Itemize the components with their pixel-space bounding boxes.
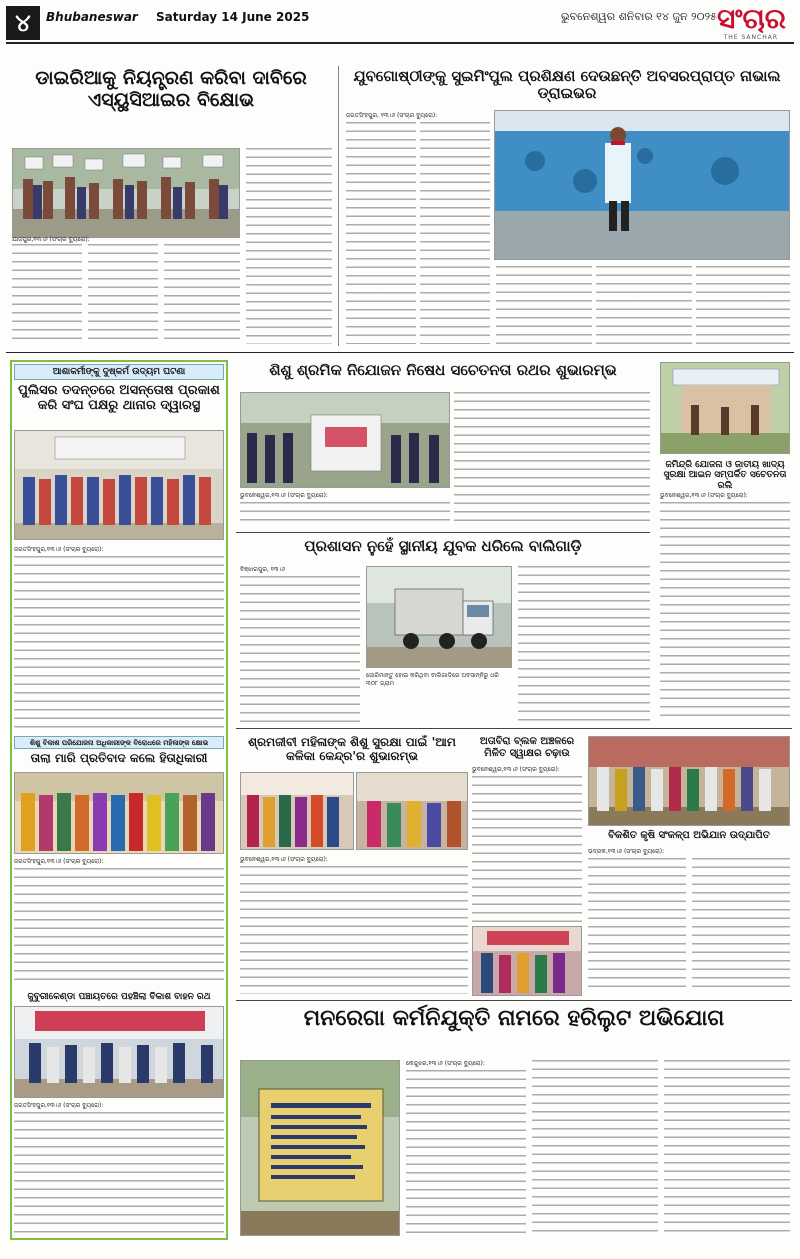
- story-11-photo: [14, 1006, 224, 1098]
- story-1-body-col4: [246, 148, 332, 344]
- story-9-photo: [472, 926, 582, 996]
- story-9-body: [472, 776, 582, 922]
- story-1-body-col3: [164, 244, 240, 344]
- story-8-photo-2: [356, 772, 468, 850]
- story-4-headline: ଶିଶୁ ଶ୍ରମିକ ନିଯୋଜନ ନିଷେଧ ସଚେତନତା ରଥର ଶୁଭାରମ୍ଭ: [269, 361, 617, 379]
- brand-subtitle: THE SANCHAR: [723, 34, 778, 41]
- story-6-dateline: ବିଞ୍ଝାରପୁର, ୧୩।୬: [240, 566, 285, 573]
- story-2-body-col4: [596, 266, 692, 344]
- story-11-headline-block: [14, 992, 224, 1002]
- story-2-dateline: ଜଗତସିଂହପୁର, ୧୩।୬ (ସଂଚାର ବ୍ୟୁରୋ):: [346, 112, 438, 119]
- story-10-body-col1: [588, 858, 686, 994]
- brand-logo: ସଂଚାର: [717, 2, 786, 35]
- story-2-headline: ଯୁବଗୋଷ୍ଠୀଙ୍କୁ ସୁଇମିଂପୁଲ ପ୍ରଶିକ୍ଷଣ ଦେଉଛନ୍ତି ଅବସରପ୍ରାପ୍ତ ନାଭାଲ ଡ୍ରାଇଭର: [353, 67, 781, 103]
- story-12-photo: [240, 1060, 400, 1236]
- story-8-photo-1: [240, 772, 354, 850]
- story-8-dateline: ଭୁବନେଶ୍ୱର,୧୩।୬ (ସଂଚାର ବ୍ୟୁରୋ):: [240, 856, 328, 863]
- story-7-kicker: ଶିଶୁ ବିକାଶ ପରିଯୋଜନା ଅଧିକାରୀଙ୍କ ବିରୋଧରେ ମହିଳାଙ୍କ କ୍ଷୋଭ: [14, 736, 224, 749]
- story-10-headline-block: [588, 830, 790, 842]
- section-divider: [6, 352, 794, 353]
- story-3-dateline: ଜଗତସିଂହପୁର,୧୩।୬ (ସଂଚାର ବ୍ୟୁରୋ):: [14, 546, 104, 553]
- story-divider-2: [236, 728, 792, 729]
- story-8-headline-block: [236, 736, 468, 764]
- story-6-photo-caption: ଜୋରିମାନ୍ତୁ ହୋଇ କରିଥିବା ବାଲିଗାଡ଼ିରେ ଅବସାନ୍ନିରୁ ଧରି ୩୦୮ ଗ୍ରାମ: [366, 672, 499, 687]
- story-8-headline: ଶ୍ରମଜୀବୀ ମହିଳାଙ୍କ ଶିଶୁ ସୁରକ୍ଷା ପାଇଁ 'ଆମ କଳିକା କେନ୍ଦ୍ର'ର ଶୁଭାରମ୍ଭ: [248, 735, 456, 763]
- story-6-headline: ପ୍ରଶାସନ ନୁହେଁ ସ୍ଥାନୀୟ ଯୁବକ ଧରିଲେ ବାଲିଗାଡ଼ି: [304, 537, 582, 555]
- date-odia: ଭୁବନେଶ୍ୱର ଶନିବାର ୧୪ ଜୁନ ୨୦୨୫: [561, 10, 717, 23]
- story-11-body: [14, 1112, 224, 1236]
- story-1-body-col2: [88, 244, 158, 344]
- story-divider: [236, 532, 650, 533]
- story-2-body-col3: [496, 266, 592, 344]
- story-12-body-col2: [532, 1060, 658, 1236]
- story-2-photo: [494, 110, 790, 260]
- story-2-body-col5: [696, 266, 790, 344]
- story-4-dateline: ଭୁବନେଶ୍ୱର,୧୩।୬ (ସଂଚାର ବ୍ୟୁରୋ):: [240, 492, 328, 499]
- story-6-headline-block: [236, 538, 650, 555]
- story-4-body-col1: [240, 502, 450, 526]
- story-6-body-col1: [240, 576, 360, 722]
- story-5-body: [660, 502, 790, 716]
- story-5-dateline: ଭୁବନେଶ୍ୱର,୧୩।୬ (ସଂଚାର ବ୍ୟୁରୋ):: [660, 492, 748, 499]
- story-11-dateline: ଜଗତସିଂହପୁର,୧୩।୬ (ସଂଚାର ବ୍ୟୁରୋ):: [14, 1102, 104, 1109]
- story-6-photo: [366, 566, 512, 668]
- story-5-photo: [660, 362, 790, 454]
- story-7-photo: [14, 772, 224, 854]
- story-4-body-col2: [454, 392, 650, 526]
- story-3-headline: ପୁଲିସର ତଦନ୍ତରେ ଅସନ୍ତୋଷ ପ୍ରକାଶ କରି ସଂଘ ପକ୍ଷରୁ ଥାନାର ଦ୍ୱାରସ୍ଥ: [18, 383, 220, 413]
- story-9-dateline: ଭୁବନେଶ୍ୱର,୧୩।୬ (ସଂଚାର ବ୍ୟୁରୋ):: [472, 766, 560, 773]
- story-2-headline-block: [344, 68, 790, 108]
- story-3-headline-block: [14, 384, 224, 414]
- date-english: Saturday 14 June 2025: [156, 10, 310, 24]
- story-1-headline: ଡାଇରିଆକୁ ନିୟନ୍ତ୍ରଣ କରିବା ଦାବିରେ ଏସ୍‌ୟୁସିଆଇର ବିକ୍ଷୋଭ: [35, 67, 307, 111]
- story-2-body-col1: [346, 122, 416, 344]
- story-12-headline-block: [236, 1006, 792, 1031]
- story-divider-3: [236, 1000, 792, 1001]
- story-11-headline: ଜୁବୁରୀକେଣ୍ଡା ପଞ୍ଚାୟତରେ ପହଞ୍ଚିଲା ବିକାଶ ବାହନ ରଥ: [27, 992, 211, 1002]
- story-12-dateline: କେନ୍ଦୁଝର,୧୩।୬ (ସଂଚାର ବ୍ୟୁରୋ):: [406, 1060, 485, 1067]
- story-7-dateline: ଜଗତସିଂହପୁର,୧୩।୬ (ସଂଚାର ବ୍ୟୁରୋ):: [14, 858, 104, 865]
- story-3-kicker: ଆଶାକର୍ମୀଙ୍କୁ ଦୁଷ୍କର୍ମ ଉଦ୍ୟମ ଘଟଣା: [14, 364, 224, 380]
- story-10-photo: [588, 736, 790, 826]
- story-12-body-col3: [664, 1060, 790, 1236]
- story-7-body: [14, 868, 224, 986]
- story-1-body-col1: [12, 244, 82, 344]
- story-10-dateline: ଭଦ୍ରକ,୧୩।୬ (ସଂଚାର ବ୍ୟୁରୋ):: [588, 848, 665, 855]
- story-4-headline-block: [236, 362, 650, 379]
- story-1-dateline: ଯାଜପୁର,୧୩।୬ (ସଂଚାର ବ୍ୟୁରୋ):: [12, 236, 90, 243]
- page-number: ୪: [6, 6, 40, 40]
- story-5-headline: ଜମିନ୍ଦ୍ରି ଯୋଜନା ଓ ଜାତୀୟ ଖାଦ୍ୟ ସୁରକ୍ଷା ଆଇନ ସମ୍ପର୍କିତ ସଚେତନତା ରଲି: [663, 460, 787, 491]
- story-12-body-col1: [406, 1070, 526, 1236]
- masthead: [6, 4, 794, 44]
- story-3-body: [14, 556, 224, 730]
- story-10-headline: ବିକଶିତ କୃଷି ସଂକଳ୍ପ ଅଭିଯାନ ଉଦ୍‌ଯାପିତ: [608, 830, 770, 841]
- column-divider: [338, 66, 339, 346]
- story-1-headline-block: [10, 68, 332, 148]
- story-12-headline: ମନରେଗା କର୍ମନିଯୁକ୍ତି ନାମରେ ହରିଲୁଟ ଅଭିଯୋଗ: [303, 1006, 725, 1031]
- story-5-headline-block: [660, 460, 790, 491]
- story-10-body-col2: [692, 858, 790, 994]
- story-9-headline-block: [472, 736, 582, 759]
- story-7-headline-block: [14, 752, 224, 766]
- story-3-photo: [14, 430, 224, 540]
- edition-label: Bhubaneswar: [46, 10, 138, 24]
- story-9-headline: ଅତାବିରା ବ୍ଲକ ଅଞ୍ଚଳରେ ମିଳିତ ସ୍ୱାକ୍ଷର ଚଢ଼ାଉ: [479, 736, 575, 759]
- story-6-body-col2: [518, 566, 650, 722]
- story-4-photo: [240, 392, 450, 488]
- story-8-body: [240, 866, 468, 994]
- story-1-photo: [12, 148, 240, 238]
- story-2-body-col2: [420, 122, 490, 344]
- story-7-headline: ତାଲା ମାରି ପ୍ରତିବାଦ କଲେ ହିତାଧିକାରୀ: [30, 751, 208, 765]
